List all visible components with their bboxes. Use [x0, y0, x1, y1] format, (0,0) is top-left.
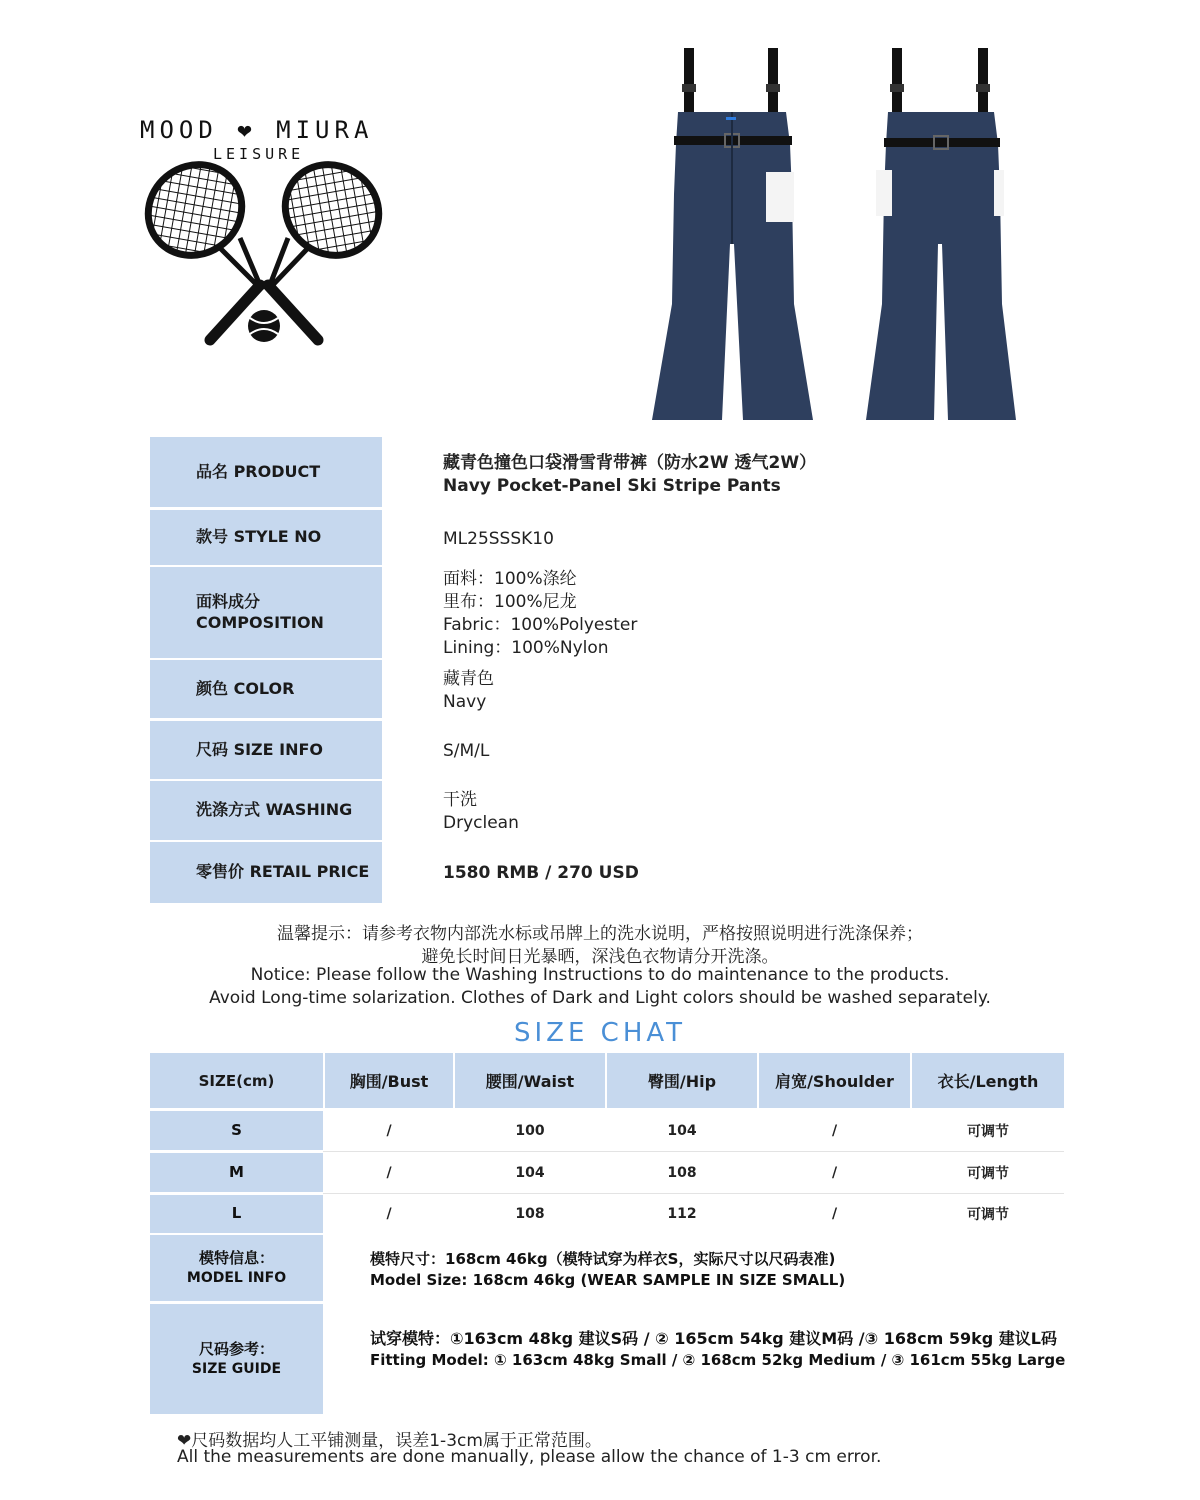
size-m-bust: /: [386, 1164, 392, 1181]
notice-line-2: 避免长时间日光暴晒，深浅色衣物请分开洗涤。: [421, 947, 779, 967]
product-name-cn: 藏青色撞色口袋滑雪背带裤（防水2W 透气2W）: [443, 453, 817, 473]
size-guide-line-cn: 试穿模特：①163cm 48kg 建议S码 / ② 165cm 54kg 建议M码 /③ 168cm 59kg 建议L码: [370, 1329, 1057, 1348]
color-en: Navy: [443, 691, 487, 712]
garment-back-image: [858, 44, 1028, 424]
label-style-no: [150, 510, 382, 565]
size-guide-label-en: SIZE GUIDE: [191, 1360, 282, 1377]
label-color-text: 颜色 COLOR: [196, 678, 295, 698]
label-style-no-text: 款号 STYLE NO: [196, 527, 322, 547]
notice-line-4: Avoid Long-time solarization. Clothes of Dark and Light colors should be washed separately.: [209, 988, 991, 1008]
size-m-length: 可调节: [967, 1165, 1009, 1182]
size-chart-header-shoulder: 肩宽/Shoulder: [759, 1053, 910, 1108]
value-color: [443, 668, 494, 714]
size-s-bust: /: [386, 1122, 392, 1139]
row-divider: [323, 1193, 1064, 1194]
size-chart-header-size: SIZE(cm): [150, 1053, 323, 1108]
model-info-label: [150, 1235, 323, 1301]
brand-name-left: MOOD: [140, 116, 218, 144]
value-retail-price: 1580 RMB / 270 USD: [443, 863, 639, 883]
value-washing: [443, 789, 519, 835]
label-retail-price: [150, 842, 382, 903]
model-info-line-en: Model Size: 168cm 46kg (WEAR SAMPLE IN SIZE SMALL): [370, 1271, 846, 1289]
value-size-info: S/M/L: [443, 741, 490, 761]
label-color: [150, 660, 382, 718]
label-washing: [150, 781, 382, 840]
label-washing-text: 洗涤方式 WASHING: [196, 800, 353, 820]
size-l-length: 可调节: [967, 1207, 1009, 1223]
crossed-tennis-rackets-icon: [140, 160, 390, 350]
value-style-no: ML25SSSK10: [443, 529, 554, 549]
value-product: [443, 452, 816, 498]
label-composition-cn: 面料成分: [196, 591, 261, 611]
label-composition: [150, 567, 382, 658]
size-chart-header-waist: 腰围/Waist: [455, 1053, 605, 1108]
value-composition: [443, 568, 637, 660]
size-chart-header-length: 衣长/Length: [912, 1053, 1064, 1108]
label-size-info-text: 尺码 SIZE INFO: [196, 739, 324, 759]
notice-line-1: 温馨提示：请参考衣物内部洗水标或吊牌上的洗水说明，严格按照说明进行洗涤保养；: [277, 924, 923, 944]
composition-fabric-cn: 面料：100%涤纶: [443, 569, 577, 589]
label-size-info: [150, 721, 382, 779]
size-guide-text: [370, 1328, 1065, 1371]
size-chart-title: SIZE CHAT: [513, 1018, 687, 1048]
composition-fabric-en: Fabric：100%Polyester: [443, 614, 638, 635]
size-l-hip: 112: [667, 1206, 697, 1222]
composition-lining-cn: 里布：100%尼龙: [443, 591, 577, 612]
model-info-label-cn: 模特信息：: [198, 1249, 274, 1268]
model-info-line-cn: 模特尺寸：168cm 46kg（模特试穿为样衣S，实际尺寸以尺码表准): [370, 1250, 836, 1268]
brand-name-right: MIURA: [276, 116, 374, 144]
model-info-label-en: MODEL INFO: [186, 1269, 287, 1286]
size-m-waist: 104: [515, 1164, 545, 1181]
size-guide-line-en: Fitting Model: ① 163cm 48kg Small / ② 168cm 52kg Medium / ③ 161cm 55kg Large: [370, 1351, 1066, 1370]
label-product-text: 品名 PRODUCT: [196, 461, 321, 481]
size-s-length: 可调节: [967, 1123, 1009, 1140]
size-l-shoulder: /: [831, 1206, 838, 1222]
size-l-waist: 108: [515, 1206, 545, 1222]
size-row-label-s: S: [150, 1111, 323, 1150]
notice-line-3: Notice: Please follow the Washing Instructions to do maintenance to the products.: [250, 965, 950, 985]
color-cn: 藏青色: [443, 669, 494, 689]
heart-icon: ❤: [237, 116, 257, 144]
size-l-bust: /: [386, 1206, 392, 1222]
model-info-text: [370, 1249, 845, 1291]
label-product: [150, 437, 382, 507]
size-guide-label: [150, 1304, 323, 1414]
size-chart-header-bust: 胸围/Bust: [325, 1053, 453, 1108]
size-m-shoulder: /: [831, 1164, 838, 1181]
composition-lining-en: Lining：100%Nylon: [443, 637, 609, 658]
footer-line-cn: ❤尺码数据均人工平铺测量，误差1-3cm属于正常范围。: [177, 1431, 602, 1451]
size-m-hip: 108: [667, 1164, 697, 1181]
footer-line-en: All the measurements are done manually, please allow the chance of 1-3 cm error.: [177, 1447, 882, 1467]
row-divider: [323, 1151, 1064, 1152]
size-row-label-m: M: [150, 1153, 323, 1192]
size-row-label-l: L: [150, 1195, 323, 1233]
size-s-hip: 104: [667, 1122, 697, 1139]
product-name-en: Navy Pocket-Panel Ski Stripe Pants: [443, 475, 781, 496]
size-chart-header-hip: 臀围/Hip: [607, 1053, 757, 1108]
size-guide-label-cn: 尺码参考：: [198, 1340, 274, 1359]
brand-subtitle: LEISURE: [213, 145, 305, 163]
size-s-shoulder: /: [831, 1122, 838, 1139]
washing-cn: 干洗: [443, 790, 477, 810]
brand-logo-title: [140, 116, 402, 144]
garment-front-image: [648, 44, 818, 424]
label-retail-price-text: 零售价 RETAIL PRICE: [196, 862, 370, 882]
size-s-waist: 100: [515, 1122, 545, 1139]
washing-en: Dryclean: [443, 812, 519, 833]
label-composition-en: COMPOSITION: [196, 612, 324, 632]
